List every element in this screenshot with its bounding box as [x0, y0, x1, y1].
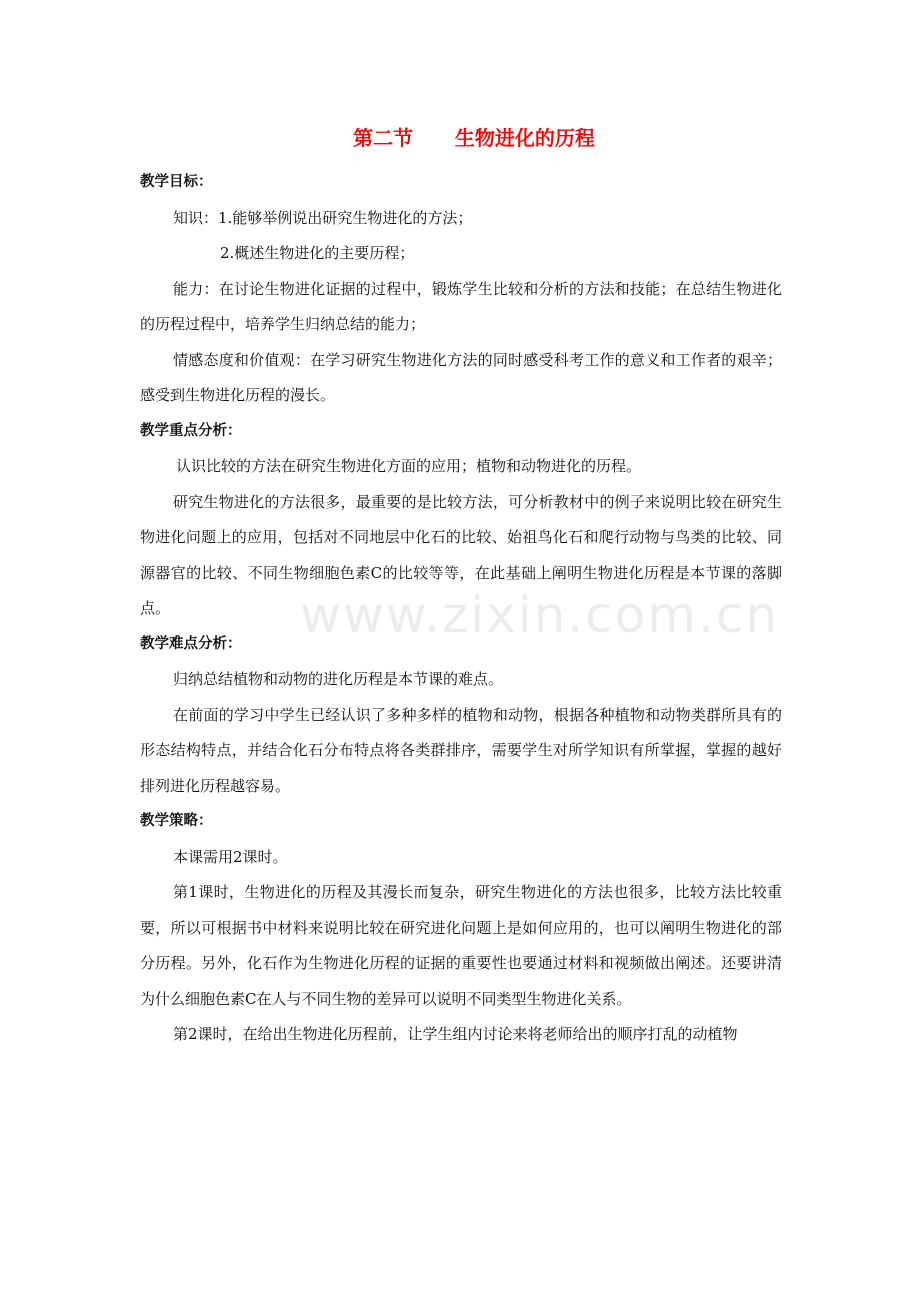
- strategy-paragraph-3: 第2课时，在给出生物进化历程前，让学生组内讨论来将老师给出的顺序打乱的动植物: [173, 1025, 738, 1043]
- objective-ability: 能力：在讨论生物进化证据的过程中，锻炼学生比较和分析的方法和技能；在总结生物进化的历程过程中，培养学生归纳总结的能力；: [140, 279, 782, 333]
- key-points-paragraph-2: 研究生物进化的方法很多，最重要的是比较方法，可分析教材中的例子来说明比较在研究生物进化问题上的应用，包括对不同地层中化石的比较、始祖鸟化石和爬行动物与鸟类的比较、同源器官的比较、不同生物细胞色素C的比较等等，在此基础上阐明生物进化历程是本节课的落脚点。: [140, 492, 782, 617]
- objective-knowledge-2: 2.概述生物进化的主要历程；: [220, 244, 415, 262]
- key-points-paragraph-1: 认识比较的方法在研究生物进化方面的应用；植物和动物进化的历程。: [176, 457, 642, 475]
- objective-attitude: 情感态度和价值观：在学习研究生物进化方法的同时感受科考工作的意义和工作者的艰辛；感受到生物进化历程的漫长。: [140, 350, 782, 404]
- difficulties-paragraph-1: 归纳总结植物和动物的进化历程是本节课的难点。: [173, 670, 504, 688]
- page-title: 第二节 生物进化的历程: [353, 126, 595, 150]
- strategy-paragraph-2: 第1课时，生物进化的历程及其漫长而复杂，研究生物进化的方法也很多，比较方法比较重要，所以可根据书中材料来说明比较在研究进化问题上是如何应用的，也可以阐明生物进化的部分历程。另外，化石作为生物进化历程的证据的重要性也要通过材料和视频做出阐述。还要讲清为什么细胞色素C在人与不同生物的差异可以说明不同类型生物进化关系。: [140, 883, 782, 1008]
- heading-difficulties: 教学难点分析：: [140, 635, 242, 652]
- heading-objectives: 教学目标：: [140, 174, 213, 190]
- strategy-paragraph-1: 本课需用2课时。: [173, 847, 288, 866]
- difficulties-paragraph-2: 在前面的学习中学生已经认识了多种多样的植物和动物，根据各种植物和动物类群所具有的形态结构特点，并结合化石分布特点将各类群排序，需要学生对所学知识有所掌握，掌握的越好排列进化历程越容易。: [140, 705, 782, 795]
- heading-strategy: 教学策略：: [140, 813, 213, 829]
- objective-knowledge-1: 知识：1.能够举例说出研究生物进化的方法；: [173, 208, 473, 227]
- document-body: [140, 165, 782, 1053]
- watermark: www.zixin.com.cn: [300, 586, 780, 644]
- heading-key-points: 教学重点分析：: [140, 422, 242, 439]
